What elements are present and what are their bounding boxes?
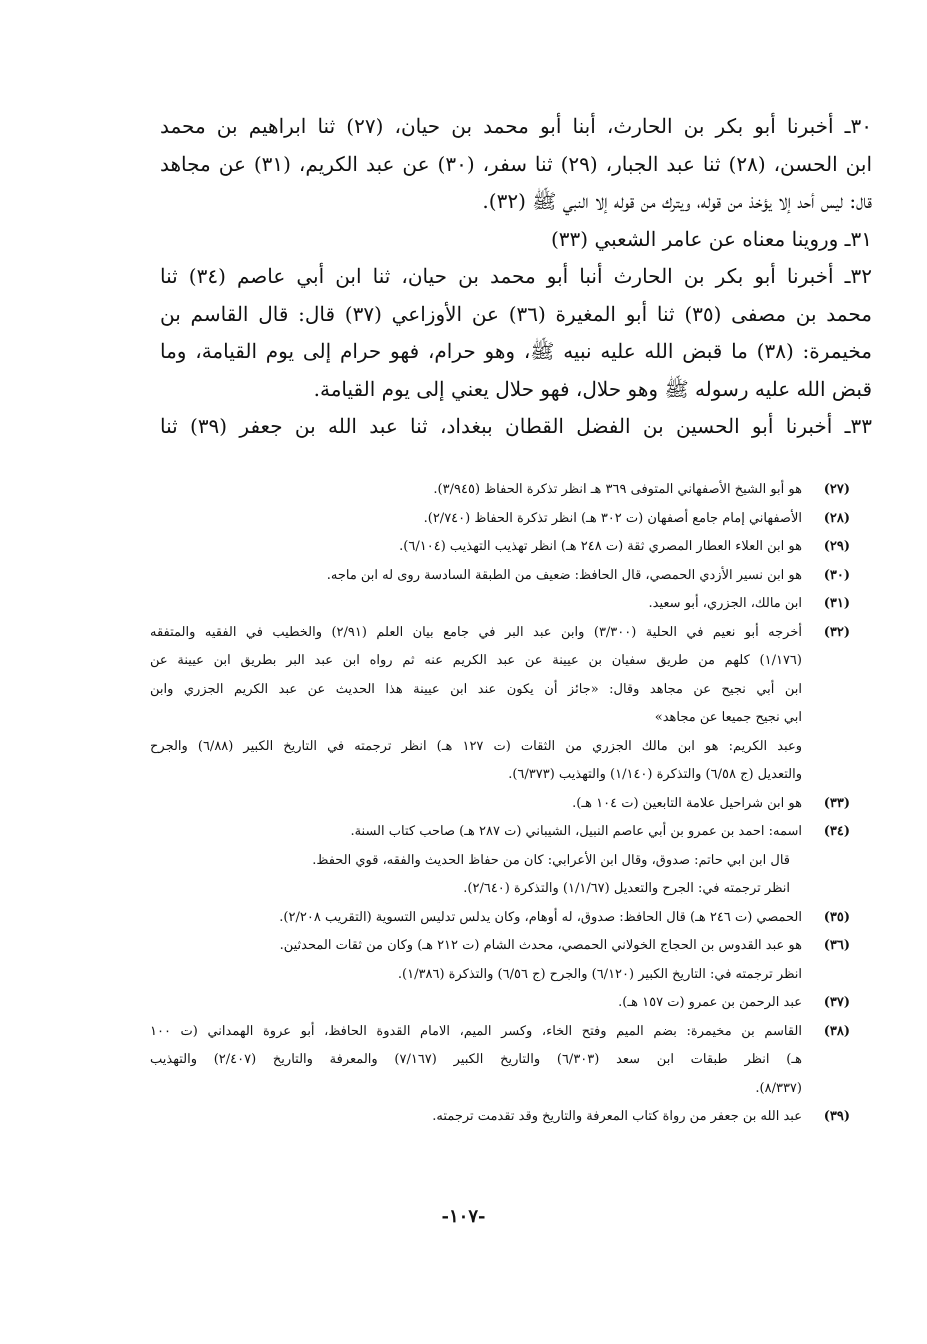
main-line: ٣١ـ وروينا معناه عن عامر الشعبي (٣٣) bbox=[550, 226, 872, 251]
footnote-text: الأصفهاني إمام جامع أصفهان (ت ٣٠٢ هـ) انظر تذكرة الحفاظ (٢/٧٤٠). bbox=[423, 510, 802, 526]
main-text bbox=[160, 108, 872, 446]
footnote-number: (٣٨) bbox=[823, 1023, 850, 1039]
main-line: ٣٠ـ أخبرنا أبو بكر بن الحارث، أبنا أبو محمد بن حيان، (٢٧) ثنا ابراهيم بن محمد bbox=[160, 114, 872, 138]
footnote-number: (٢٨) bbox=[823, 510, 850, 526]
main-line: مخيمرة: (٣٨) ما قبض الله عليه نبيه ﷺ، وهو حرام، فهو حرام إلى يوم القيامة، وما bbox=[160, 339, 872, 363]
footnote-text: ابن أبي نجيح عن مجاهد وقال: «جائز أن يكون عند ابن عيينة هذا الحديث عن عبد الكريم الجزري وابن bbox=[150, 681, 802, 697]
footnote-text: (٨/٣٣٧). bbox=[755, 1080, 802, 1096]
footnote-text: قال ابن ابي حاتم: صدوق، وقال ابن الأعرابي: كان من حفاظ الحديث والفقه، قوي الحفظ. bbox=[312, 852, 790, 868]
footnote-30 bbox=[150, 562, 850, 591]
footnote-text: هو أبو الشيخ الأصفهاني المتوفى ٣٦٩ هـ انظر تذكرة الحفاظ (٣/٩٤٥). bbox=[433, 482, 802, 497]
footnote-number: (٣٩) bbox=[823, 1109, 850, 1124]
footnote-text: الحمصي (ت ٢٤٦ هـ) قال الحافظ: صدوق، له أوهام، وكان يدلس تدليس التسوية (التقريب ٢/٢٠٨). bbox=[279, 909, 802, 925]
footnote-text: أخرجه أبو نعيم في الحلية (٣/٣٠٠) وابن عبد البر في جامع بيان العلم (٢/٩١) والخطيب في الفقيه والمتفقه bbox=[150, 624, 802, 640]
footnote-31 bbox=[150, 590, 850, 619]
footnote-34 bbox=[150, 818, 850, 904]
footnote-text: اسمه: احمد بن عمرو بن أبي عاصم النبيل، الشيباني (ت ٢٨٧ هـ) صاحب كتاب السنة. bbox=[350, 824, 802, 839]
main-line: محمد بن مصفى (٣٥) ثنا أبو المغيرة (٣٦) عن الأوزاعي (٣٧) قال: قال القاسم بن bbox=[160, 301, 872, 326]
footnote-text: ابن مالك، الجزري، أبو سعيد. bbox=[648, 596, 802, 611]
footnote-text: عبد الرحمن بن عمرو (ت ١٥٧ هـ). bbox=[618, 995, 802, 1010]
footnotes bbox=[150, 476, 850, 1132]
footnote-number: (٣٣) bbox=[823, 795, 850, 811]
footnote-35 bbox=[150, 904, 850, 933]
footnote-text: هو ابن نسير الأزدي الحمصي، قال الحافظ: ضعيف من الطبقة السادسة روى له ابن ماجه. bbox=[326, 567, 802, 583]
footnote-number: (٣٥) bbox=[823, 909, 850, 925]
footnote-38 bbox=[150, 1018, 850, 1104]
footnote-text: هو عبد القدوس بن الحجاج الخولاني الحمصي، محدث الشام (ت ٢١٢ هـ) وكان من ثقات المحدثين. bbox=[279, 938, 802, 953]
footnote-33 bbox=[150, 790, 850, 819]
main-line: قال: ليس أحد إلا يؤخذ من قوله، ويترك من قوله إلا النبي ﷺ (٣٢). bbox=[482, 189, 872, 213]
footnote-27 bbox=[150, 476, 850, 505]
footnote-text: القاسم بن مخيمرة: بضم الميم وفتح الخاء، وكسر الميم، الامام القدوة الحافظ، أبو عروة الهمداني (ت ١٠٠ bbox=[150, 1023, 802, 1039]
footnote-37 bbox=[150, 989, 850, 1018]
footnote-text: هو ابن شراحيل علامة التابعين (ت ١٠٤ هـ). bbox=[572, 795, 802, 811]
footnote-text: انظر ترجمته في: التاريخ الكبير (٦/١٢٠) والجرح (ج ٦/٥٦) والتذكرة (١/٣٨٦). bbox=[397, 966, 802, 982]
footnote-number: (٣١) bbox=[823, 596, 850, 611]
footnote-text: هـ) انظر طبقات ابن سعد (٦/٣٠٣) والتاريخ الكبير (٧/١٦٧) والمعرفة والتاريخ (٢/٤٠٧) والتهذيب bbox=[150, 1052, 802, 1067]
main-line: ٣٢ـ أخبرنا أبو بكر بن الحارث أنبا أبو محمد بن حيان، ثنا ابن أبي عاصم (٣٤) ثنا bbox=[160, 264, 872, 288]
footnote-number: (٣٦) bbox=[823, 938, 850, 953]
main-line: ابن الحسن، (٢٨) ثنا عبد الجبار، (٢٩) ثنا سفر، (٣٠) عن عبد الكريم، (٣١) عن مجاهد bbox=[160, 151, 872, 176]
footnote-number: (٣٤) bbox=[823, 824, 850, 839]
footnote-32 bbox=[150, 619, 850, 790]
footnote-text: انظر ترجمته في: الجرح والتعديل (١/١/٦٧) والتذكرة (٢/٦٤٠). bbox=[463, 881, 790, 896]
footnote-number: (٢٩) bbox=[823, 539, 850, 554]
footnote-text: والتعديل (ج ٦/٥٨) والتذكرة (١/١٤٠) والتهذيب (٦/٣٧٣). bbox=[508, 767, 802, 782]
footnote-number: (٣٠) bbox=[823, 567, 850, 583]
footnote-39 bbox=[150, 1103, 850, 1132]
footnote-text: ابي نجيح جميعا عن مجاهد» bbox=[654, 710, 802, 725]
page-number: -١٠٧- bbox=[441, 1206, 486, 1227]
footnote-number: (٢٧) bbox=[823, 482, 850, 497]
footnote-text: عبد الله بن جعفر من رواة كتاب المعرفة والتاريخ وقد تقدمت ترجمته. bbox=[432, 1109, 802, 1124]
footnote-text: وعبد الكريم: هو ابن مالك الجزري من الثقات (ت ١٢٧ هـ) انظر ترجمته في التاريخ الكبير (٦/٨٨) والجرح bbox=[150, 738, 802, 754]
main-line: قبض الله عليه رسوله ﷺ وهو حلال، فهو حلال يعني إلى يوم القيامة. bbox=[313, 376, 872, 401]
footnote-text: (١/١٧٦) كلهم من طريق سفيان بن عيينة عن عبد الكريم عنه ثم رواه ابن عبد البر بطريق ابن عيينة عن bbox=[150, 653, 802, 668]
main-line: ٣٣ـ أخبرنا أبو الحسين بن الفضل القطان ببغداد، ثنا عبد الله بن جعفر (٣٩) ثنا bbox=[160, 414, 872, 438]
footnote-29 bbox=[150, 533, 850, 562]
footnote-36 bbox=[150, 932, 850, 989]
footnote-number: (٣٧) bbox=[823, 995, 850, 1010]
footnote-number: (٣٢) bbox=[823, 624, 850, 640]
footnote-28 bbox=[150, 505, 850, 534]
footnote-text: هو ابن العلاء العطار المصري ثقة (ت ٢٤٨ هـ) انظر تهذيب التهذيب (٦/١٠٤). bbox=[399, 539, 802, 554]
